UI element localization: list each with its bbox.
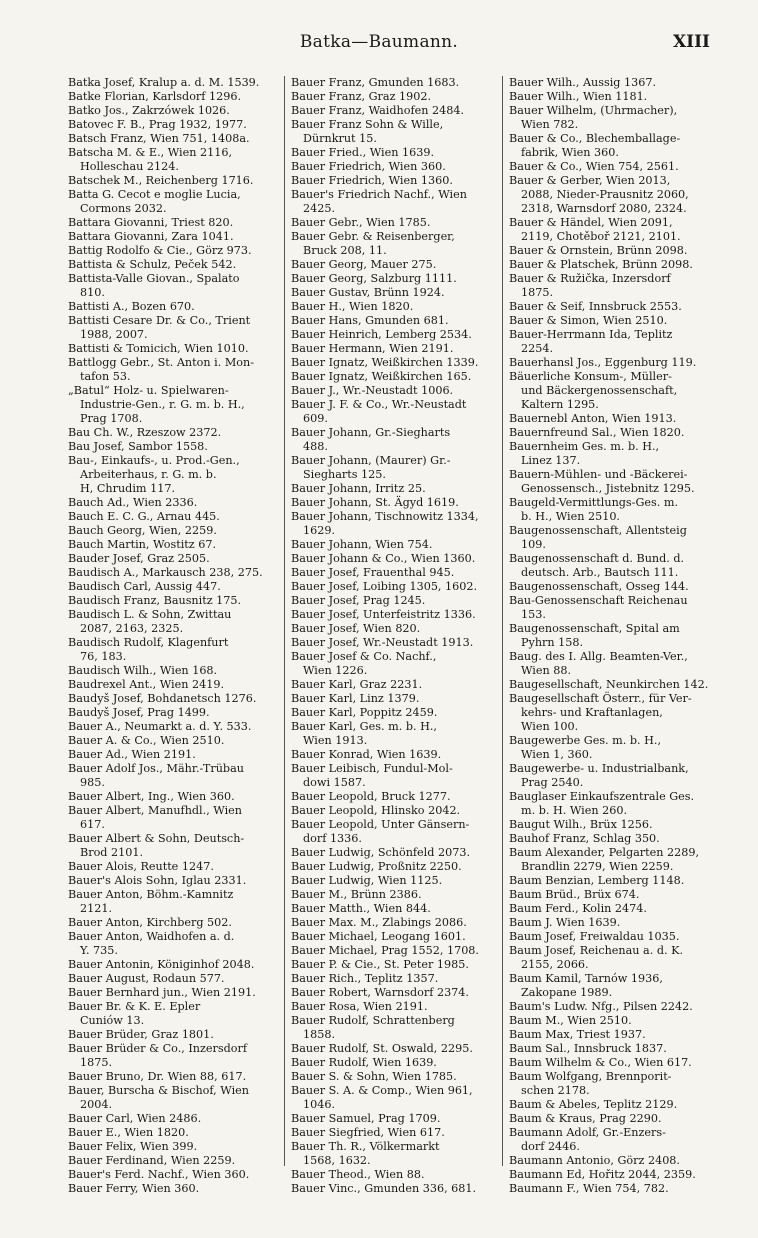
directory-entry: Bauer Albert & Sohn, Deutsch- [68, 832, 245, 845]
directory-entry: Bauer & Co., Blechemballage- [509, 132, 681, 145]
directory-entry: Bauer Adolf Jos., Mähr.-Trübau [68, 762, 244, 775]
directory-entry: Batschek M., Reichenberg 1716. [68, 174, 254, 187]
directory-entry: Bauer Friedrich, Wien 360. [291, 160, 446, 173]
directory-entry: Bau-Genossenschaft Reichenau [509, 594, 688, 607]
directory-entry: Bauer Rudolf, Schrattenberg [291, 1014, 455, 1027]
directory-entry: Batovec F. B., Prag 1932, 1977. [68, 118, 247, 131]
directory-entry-continuation: 1568, 1632. [303, 1154, 371, 1167]
directory-entry-continuation: 2004. [80, 1098, 113, 1111]
directory-entry: Bauer Alois, Reutte 1247. [68, 860, 214, 873]
directory-entry: Bauer J., Wr.-Neustadt 1006. [291, 384, 454, 397]
directory-entry: Baum Josef, Freiwaldau 1035. [509, 930, 680, 943]
directory-entry: Bauer Samuel, Prag 1709. [291, 1112, 441, 1125]
directory-entry: Baudyš Josef, Prag 1499. [68, 706, 210, 719]
directory-entry: Baumann F., Wien 754, 782. [509, 1182, 669, 1195]
directory-entry: Bauer Johann & Co., Wien 1360. [291, 552, 476, 565]
directory-entry: Bauer H., Wien 1820. [291, 300, 414, 313]
directory-entry: Baugewerbe- u. Industrialbank, [509, 762, 689, 775]
directory-entry: Bauer Heinrich, Lemberg 2534. [291, 328, 472, 341]
directory-entry: Bauer Ignatz, Weißkirchen 1339. [291, 356, 479, 369]
directory-entry: Bauer Wilhelm, (Uhrmacher), [509, 104, 678, 117]
directory-entry-continuation: b. H., Wien 2510. [521, 510, 620, 523]
directory-entry-continuation: dowi 1587. [303, 776, 366, 789]
directory-entry: Bauernheim Ges. m. b. H., [509, 440, 660, 453]
directory-entry-continuation: 985. [80, 776, 105, 789]
directory-entry: Bauerhansl Jos., Eggenburg 119. [509, 356, 697, 369]
directory-entry: Bauer Anton, Kirchberg 502. [68, 916, 232, 929]
directory-entry-continuation: 2318, Warnsdorf 2080, 2324. [521, 202, 687, 215]
directory-entry: Bau-, Einkaufs-, u. Prod.-Gen., [68, 454, 240, 467]
directory-entry: Bauer Hermann, Wien 2191. [291, 342, 454, 355]
directory-entry: Bauer Fried., Wien 1639. [291, 146, 435, 159]
directory-entry-continuation: 488. [303, 440, 328, 453]
directory-entry: Bauch Martin, Wostitz 67. [68, 538, 217, 551]
directory-entry: Bauer's Alois Sohn, Iglau 2331. [68, 874, 247, 887]
directory-entry: Bauernfreund Sal., Wien 1820. [509, 426, 685, 439]
directory-entry: Bauer-Herrmann Ida, Teplitz [509, 328, 673, 341]
directory-entry-continuation: Brod 2101. [80, 846, 144, 859]
directory-entry: Bauer Karl, Ges. m. b. H., [291, 720, 437, 733]
directory-entry: Baum Josef, Reichenau a. d. K. [509, 944, 684, 957]
directory-entry-continuation: tafon 53. [80, 370, 131, 383]
directory-entry: Battisti A., Bozen 670. [68, 300, 195, 313]
directory-entry-continuation: Cormons 2032. [80, 202, 167, 215]
directory-entry: Bauer Antonin, Königinhof 2048. [68, 958, 255, 971]
directory-entry: Bauer Ferdinand, Wien 2259. [68, 1154, 236, 1167]
directory-entry: Bauer Josef & Co. Nachf., [291, 650, 437, 663]
directory-entry: Bauer & Ružička, Inzersdorf [509, 272, 671, 285]
directory-entry-continuation: Dürnkrut 15. [303, 132, 377, 145]
directory-entry: Bauer Josef, Prag 1245. [291, 594, 426, 607]
directory-entry: Batko Jos., Zakrzówek 1026. [68, 104, 230, 117]
directory-entry-continuation: Y. 735. [80, 944, 118, 957]
directory-entry: Bauer Johann, St. Ägyd 1619. [291, 496, 459, 509]
directory-entry-continuation: Prag 2540. [521, 776, 584, 789]
directory-entry: Baum M., Wien 2510. [509, 1014, 632, 1027]
directory-entry: Bauer & Ornstein, Brünn 2098. [509, 244, 688, 257]
directory-entry-continuation: 109. [521, 538, 546, 551]
directory-entry: Bauer A. & Co., Wien 2510. [68, 734, 225, 747]
directory-entry: Bauer Bruno, Dr. Wien 88, 617. [68, 1070, 247, 1083]
directory-entry-continuation: und Bäckergenossenschaft, [521, 384, 678, 397]
directory-entry-continuation: m. b. H. Wien 260. [521, 804, 628, 817]
directory-entry: Battig Rodolfo & Cie., Görz 973. [68, 244, 252, 257]
directory-entry: Baum & Kraus, Prag 2290. [509, 1112, 662, 1125]
directory-entry-continuation: Brandlin 2279, Wien 2259. [521, 860, 674, 873]
directory-entry: Bauer Karl, Poppitz 2459. [291, 706, 438, 719]
directory-entry: Bauer Franz, Graz 1902. [291, 90, 432, 103]
directory-entry-continuation: Wien 88. [521, 664, 572, 677]
directory-entry-continuation: 1988, 2007. [80, 328, 148, 341]
directory-entry: Bauer Anton, Waidhofen a. d. [68, 930, 235, 943]
directory-entry-continuation: fabrik, Wien 360. [521, 146, 619, 159]
directory-entry: Batka Josef, Kralup a. d. M. 1539. [68, 76, 260, 89]
directory-entry: Bauer Hans, Gmunden 681. [291, 314, 449, 327]
directory-entry: Baugesellschaft, Neunkirchen 142. [509, 678, 709, 691]
directory-entry-continuation: Pyhrn 158. [521, 636, 584, 649]
directory-entry: Baugut Wilh., Brüx 1256. [509, 818, 653, 831]
directory-entry-continuation: 2425. [303, 202, 336, 215]
directory-entry: Bauer Johann, (Maurer) Gr.- [291, 454, 451, 467]
directory-entry: Bauer Josef, Wr.-Neustadt 1913. [291, 636, 474, 649]
directory-entry: Bauer Michael, Leogang 1601. [291, 930, 466, 943]
column-middle [284, 76, 502, 1195]
directory-entry: Baum & Abeles, Teplitz 2129. [509, 1098, 678, 1111]
directory-entry: Battara Giovanni, Triest 820. [68, 216, 234, 229]
directory-entry: Bauer Josef, Frauenthal 945. [291, 566, 455, 579]
directory-entry: Bauer Brüder, Graz 1801. [68, 1028, 214, 1041]
directory-entry: Bauer Theod., Wien 88. [291, 1168, 425, 1181]
directory-entry-continuation: dorf 2446. [521, 1140, 580, 1153]
directory-entry: Bauer Matth., Wien 844. [291, 902, 431, 915]
directory-entry: Bauer Anton, Böhm.-Kamnitz [68, 888, 234, 901]
directory-entry: Baum Alexander, Pelgarten 2289, [509, 846, 700, 859]
directory-entry-continuation: Genossensch., Jistebnitz 1295. [521, 482, 695, 495]
directory-entry: Bauer Franz, Gmunden 1683. [291, 76, 460, 89]
directory-entry: Bauer Wilh., Aussig 1367. [509, 76, 657, 89]
directory-entry: Bauer S. A. & Comp., Wien 961, [291, 1084, 473, 1097]
directory-entry-continuation: 1875. [521, 286, 554, 299]
directory-entry: Baudisch Franz, Bausnitz 175. [68, 594, 242, 607]
directory-entry: Bauer Gustav, Brünn 1924. [291, 286, 445, 299]
directory-entry: Bauder Josef, Graz 2505. [68, 552, 210, 565]
directory-entry: Baum Sal., Innsbruck 1837. [509, 1042, 667, 1055]
directory-entry-continuation: H, Chrudim 117. [80, 482, 176, 495]
directory-entry: Bauer & Gerber, Wien 2013, [509, 174, 671, 187]
directory-entry: Baumann Antonio, Görz 2408. [509, 1154, 680, 1167]
directory-entry: Bauer Max. M., Zlabings 2086. [291, 916, 467, 929]
directory-entry: Bauer Ferry, Wien 360. [68, 1182, 200, 1195]
directory-entry: Baum Kamil, Tarnów 1936, [509, 972, 663, 985]
directory-entry: Batsch Franz, Wien 751, 1408a. [68, 132, 250, 145]
directory-entry: Baum Wilhelm & Co., Wien 617. [509, 1056, 692, 1069]
directory-entry: Bauer Ludwig, Wien 1125. [291, 874, 443, 887]
directory-entry: Bauch E. C. G., Arnau 445. [68, 510, 220, 523]
directory-entry-continuation: Wien 100. [521, 720, 579, 733]
directory-entry: Bauer Georg, Mauer 275. [291, 258, 437, 271]
directory-entry: Bauer Josef, Wien 820. [291, 622, 421, 635]
directory-entry: Bauer E., Wien 1820. [68, 1126, 189, 1139]
directory-entry-continuation: 2121. [80, 902, 113, 915]
directory-entry: Bauer Rudolf, Wien 1639. [291, 1056, 437, 1069]
directory-entry-continuation: 2254. [521, 342, 554, 355]
directory-entry-continuation: Cuniów 13. [80, 1014, 145, 1027]
directory-entry: Baum Wolfgang, Brennporit- [509, 1070, 672, 1083]
directory-entry: Bauer Michael, Prag 1552, 1708. [291, 944, 479, 957]
directory-entry: Bauer Franz, Waidhofen 2484. [291, 104, 465, 117]
directory-entry: Bauer Br. & K. E. Epler [68, 1000, 201, 1013]
directory-entry: Bauer Ad., Wien 2191. [68, 748, 196, 761]
directory-entry: Bauer Leopold, Bruck 1277. [291, 790, 451, 803]
directory-entry: Bauer Vinc., Gmunden 336, 681. [291, 1182, 477, 1195]
directory-entry: Baudisch Carl, Aussig 447. [68, 580, 221, 593]
directory-entry: Bauer & Seif, Innsbruck 2553. [509, 300, 682, 313]
directory-entry: Bau Ch. W., Rzeszow 2372. [68, 426, 222, 439]
directory-entry: Baum's Ludw. Nfg., Pilsen 2242. [509, 1000, 693, 1013]
directory-entry-continuation: 617. [80, 818, 105, 831]
directory-entry: Batta G. Cecot e moglie Lucia, [68, 188, 241, 201]
directory-entry: Bauer Siegfried, Wien 617. [291, 1126, 445, 1139]
directory-entry: Battlogg Gebr., St. Anton i. Mon- [68, 356, 254, 369]
directory-entry: Baumann Adolf, Gr.-Enzers- [509, 1126, 666, 1139]
directory-entry-continuation: Linez 137. [521, 454, 581, 467]
directory-entry: Baugenossenschaft, Spital am [509, 622, 680, 635]
directory-entry: Bauer Franz Sohn & Wille, [291, 118, 444, 131]
directory-entry-continuation: Wien 1, 360. [521, 748, 593, 761]
directory-entry: Bauer & Händel, Wien 2091, [509, 216, 673, 229]
directory-entry-continuation: Arbeiterhaus, r. G. m. b. [80, 468, 217, 481]
directory-entry: Bauer Karl, Graz 2231. [291, 678, 423, 691]
directory-entry-continuation: 2088, Nieder-Prausnitz 2060, [521, 188, 689, 201]
directory-entry-continuation: Wien 1913. [303, 734, 368, 747]
directory-entry: Bauch Georg, Wien, 2259. [68, 524, 217, 537]
directory-entry: Baudisch Rudolf, Klagenfurt [68, 636, 229, 649]
directory-entry-continuation: Wien 782. [521, 118, 579, 131]
directory-entry: Bauer August, Rodaun 577. [68, 972, 225, 985]
directory-entry: Bauer A., Neumarkt a. d. Y. 533. [68, 720, 252, 733]
directory-entry: Bauern-Mühlen- und -Bäckerei- [509, 468, 688, 481]
directory-entry-continuation: Industrie-Gen., r. G. m. b. H., [80, 398, 245, 411]
directory-entry-continuation: Bruck 208, 11. [303, 244, 387, 257]
directory-entry-continuation: Prag 1708. [80, 412, 143, 425]
directory-entry: Bauer Brüder & Co., Inzersdorf [68, 1042, 247, 1055]
directory-entry-continuation: schen 2178. [521, 1084, 590, 1097]
directory-entry: Bauer Rudolf, St. Oswald, 2295. [291, 1042, 473, 1055]
directory-entry: Bauer Carl, Wien 2486. [68, 1112, 202, 1125]
directory-entry: Bauer Konrad, Wien 1639. [291, 748, 442, 761]
directory-columns [66, 76, 722, 1195]
directory-entry: Battara Giovanni, Zara 1041. [68, 230, 234, 243]
column-left [66, 76, 284, 1195]
directory-entry: Battisti & Tomicich, Wien 1010. [68, 342, 249, 355]
directory-entry: Bauch Ad., Wien 2336. [68, 496, 198, 509]
directory-entry: Bauer Leibisch, Fundul-Mol- [291, 762, 453, 775]
directory-entry-continuation: 1046. [303, 1098, 336, 1111]
directory-entry-continuation: Holleschau 2124. [80, 160, 179, 173]
directory-entry-continuation: 1858. [303, 1028, 336, 1041]
directory-entry: Bauer Rosa, Wien 2191. [291, 1000, 428, 1013]
directory-entry: Bauer M., Brünn 2386. [291, 888, 422, 901]
directory-entry: Baudisch A., Markausch 238, 275. [68, 566, 263, 579]
directory-entry: Baum Brüd., Brüx 674. [509, 888, 640, 901]
directory-entry-continuation: 1875. [80, 1056, 113, 1069]
directory-entry: Bauer Gebr., Wien 1785. [291, 216, 431, 229]
directory-entry: Baum Ferd., Kolin 2474. [509, 902, 647, 915]
page-title: Batka—Baumann. [299, 32, 459, 52]
directory-entry: Baudyš Josef, Bohdanetsch 1276. [68, 692, 257, 705]
directory-entry: Bauer Johann, Wien 754. [291, 538, 433, 551]
directory-entry: Bauer J. F. & Co., Wr.-Neustadt [291, 398, 467, 411]
directory-entry-continuation: dorf 1336. [303, 832, 362, 845]
directory-entry: Baudisch Wilh., Wien 168. [68, 664, 218, 677]
directory-entry-continuation: 810. [80, 286, 105, 299]
page-number: XIII [672, 32, 710, 52]
directory-entry: Baugenossenschaft d. Bund. d. [509, 552, 685, 565]
directory-entry: Bauer Leopold, Unter Gänsern- [291, 818, 470, 831]
directory-entry: Bauglaser Einkaufszentrale Ges. [509, 790, 695, 803]
directory-entry-continuation: 76, 183. [80, 650, 127, 663]
directory-entry-continuation: Kaltern 1295. [521, 398, 599, 411]
directory-entry: Baugesellschaft Österr., für Ver- [509, 692, 692, 705]
directory-entry: Bauer Josef, Loibing 1305, 1602. [291, 580, 478, 593]
directory-entry: Baug. des I. Allg. Beamten-Ver., [509, 650, 688, 663]
directory-entry-continuation: deutsch. Arb., Bautsch 111. [521, 566, 679, 579]
directory-entry: Bauer Gebr. & Reisenberger, [291, 230, 455, 243]
directory-entry: Bauer & Simon, Wien 2510. [509, 314, 668, 327]
directory-entry-continuation: 2087, 2163, 2325. [80, 622, 184, 635]
directory-entry-continuation: 1629. [303, 524, 336, 537]
directory-entry: Bauer S. & Sohn, Wien 1785. [291, 1070, 457, 1083]
directory-entry-continuation: kehrs- und Kraftanlagen, [521, 706, 663, 719]
directory-entry: Bau Josef, Sambor 1558. [68, 440, 208, 453]
directory-entry: Bauer Leopold, Hlinsko 2042. [291, 804, 461, 817]
directory-entry: Battisti Cesare Dr. & Co., Trient [68, 314, 251, 327]
directory-entry: Baugenossenschaft, Osseg 144. [509, 580, 689, 593]
directory-entry: Baum J. Wien 1639. [509, 916, 621, 929]
directory-entry: Baumann Ed, Hořitz 2044, 2359. [509, 1168, 696, 1181]
directory-entry-continuation: 153. [521, 608, 546, 621]
directory-entry: Bauer Albert, Ing., Wien 360. [68, 790, 235, 803]
directory-entry: Baugenossenschaft, Allentsteig [509, 524, 687, 537]
directory-entry-continuation: Wien 1226. [303, 664, 368, 677]
directory-entry: Bauer Karl, Linz 1379. [291, 692, 420, 705]
directory-entry: Bauer & Co., Wien 754, 2561. [509, 160, 679, 173]
directory-entry: Bauer's Friedrich Nachf., Wien [291, 188, 467, 201]
column-right [502, 76, 720, 1195]
directory-entry: Baugewerbe Ges. m. b. H., [509, 734, 662, 747]
directory-entry: Bauhof Franz, Schlag 350. [509, 832, 660, 845]
directory-entry: Bauer Johann, Irritz 25. [291, 482, 426, 495]
directory-entry: Baugeld-Vermittlungs-Ges. m. [509, 496, 679, 509]
directory-entry-continuation: 609. [303, 412, 328, 425]
directory-entry-continuation: Siegharts 125. [303, 468, 386, 481]
directory-entry: Battista-Valle Giovan., Spalato [68, 272, 240, 285]
directory-entry: Bauer P. & Cie., St. Peter 1985. [291, 958, 469, 971]
directory-entry: Baum Max, Triest 1937. [509, 1028, 646, 1041]
directory-entry: Bauer Albert, Manufhdl., Wien [68, 804, 243, 817]
directory-entry: Baudisch L. & Sohn, Zwittau [68, 608, 232, 621]
directory-entry: Bauer, Burscha & Bischof, Wien [68, 1084, 249, 1097]
directory-entry: Bauernebl Anton, Wien 1913. [509, 412, 677, 425]
directory-entry-continuation: 2119, Chotěboř 2121, 2101. [521, 230, 681, 243]
directory-entry: Bauer Robert, Warnsdorf 2374. [291, 986, 469, 999]
directory-entry: Bauer Th. R., Völkermarkt [291, 1140, 440, 1153]
directory-entry: Batke Florian, Karlsdorf 1296. [68, 90, 241, 103]
directory-entry: Bauer Ludwig, Proßnitz 2250. [291, 860, 462, 873]
directory-entry: Baum Benzian, Lemberg 1148. [509, 874, 685, 887]
directory-entry: Bauer Wilh., Wien 1181. [509, 90, 648, 103]
directory-entry: Bauer Rich., Teplitz 1357. [291, 972, 439, 985]
directory-entry: Baudrexel Ant., Wien 2419. [68, 678, 225, 691]
directory-entry: Bauer's Ferd. Nachf., Wien 360. [68, 1168, 250, 1181]
directory-entry: Batscha M. & E., Wien 2116, [68, 146, 233, 159]
directory-entry: Bauer Ignatz, Weißkirchen 165. [291, 370, 472, 383]
directory-entry: Bauer Johann, Tischnowitz 1334, [291, 510, 479, 523]
directory-entry: Bauer Felix, Wien 399. [68, 1140, 198, 1153]
directory-entry: Bauer Josef, Unterfeistritz 1336. [291, 608, 476, 621]
directory-entry: Bauer Ludwig, Schönfeld 2073. [291, 846, 471, 859]
directory-entry: Bauer & Platschek, Brünn 2098. [509, 258, 693, 271]
directory-entry: „Batul“ Holz- u. Spielwaren- [68, 384, 229, 397]
directory-entry: Bauer Georg, Salzburg 1111. [291, 272, 457, 285]
directory-entry: Bauer Johann, Gr.-Siegharts [291, 426, 451, 439]
directory-entry: Battista & Schulz, Peček 542. [68, 258, 237, 271]
directory-entry: Bauer Friedrich, Wien 1360. [291, 174, 453, 187]
directory-entry-continuation: 2155, 2066. [521, 958, 589, 971]
page-header [0, 32, 758, 60]
directory-entry: Bauer Bernhard jun., Wien 2191. [68, 986, 256, 999]
directory-entry-continuation: Zakopane 1989. [521, 986, 613, 999]
directory-entry: Bäuerliche Konsum-, Müller- [509, 370, 672, 383]
